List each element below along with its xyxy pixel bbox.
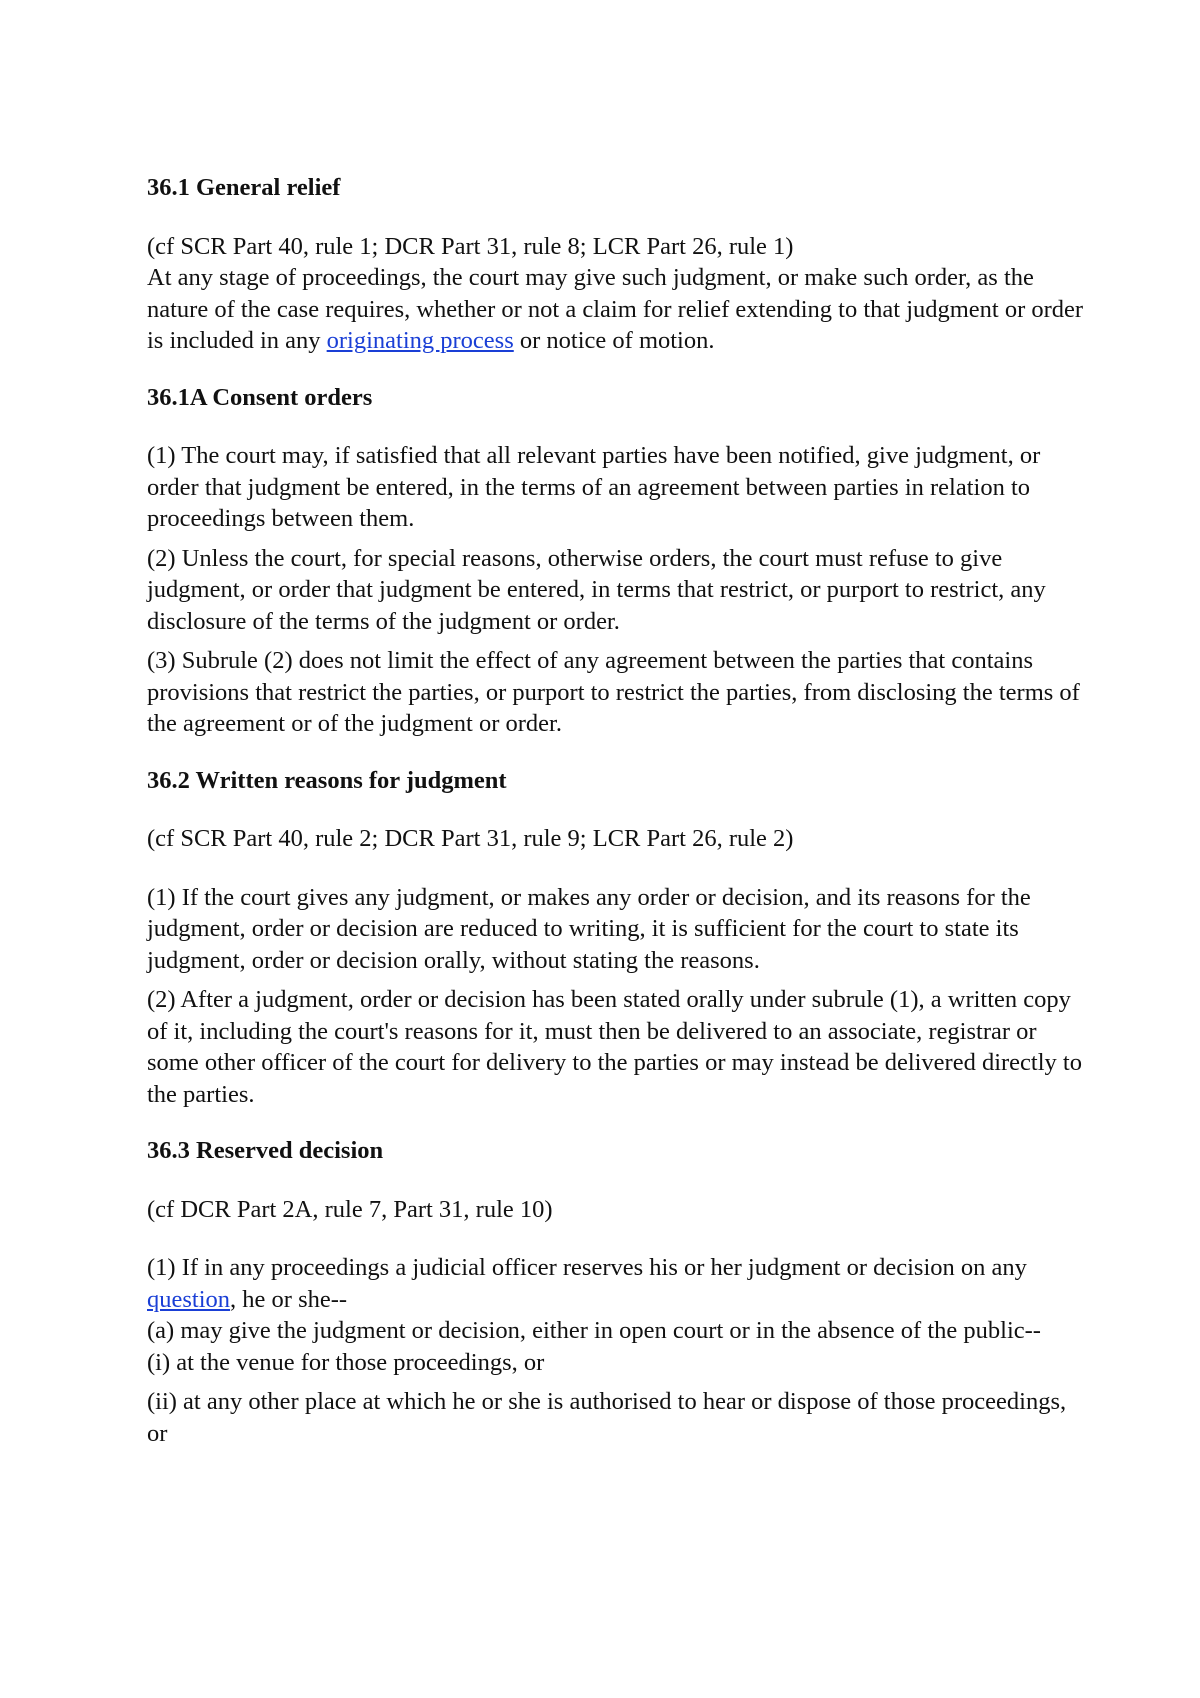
- cf-reference: (cf SCR Part 40, rule 1; DCR Part 31, rule 8; LCR Part 26, rule 1): [147, 232, 794, 260]
- subrule-1-start: (1) If in any proceedings a judicial officer reserves his or her judgment or decision on any: [147, 1254, 1027, 1281]
- section-36-1: [147, 172, 1087, 357]
- subrule-1: [147, 1252, 1087, 1315]
- document-page: [147, 172, 1087, 1449]
- rule-text-start: At any stage of proceedings, the court may give such judgment, or make such order, as the nature of the case requires, whether or not a claim for relief extending to that judgment or order is included in any: [147, 264, 1084, 354]
- rule-text: [147, 262, 1087, 357]
- subrule-1: (1) If the court gives any judgment, or makes any order or decision, and its reasons for the judgment, order or decision are reduced to writing, it is sufficient for the court to state its judgment, order or decision orally, without stating the reasons.: [147, 883, 1031, 974]
- subrule-2: (2) After a judgment, order or decision has been stated orally under subrule (1), a written copy of it, including the court's reasons for it, must then be delivered to an associate, registrar or some other officer of the court for delivery to the parties or may instead be delivered directly to the parties.: [147, 986, 1082, 1108]
- cf-reference: (cf SCR Part 40, rule 2; DCR Part 31, rule 9; LCR Part 26, rule 2): [147, 825, 794, 852]
- subrule-1-end: , he or she--: [230, 1285, 348, 1313]
- paragraph-a: (a) may give the judgment or decision, either in open court or in the absence of the public--: [147, 1317, 1041, 1344]
- section-36-3: [147, 1135, 1087, 1449]
- rule-text-end: or notice of motion.: [513, 327, 715, 354]
- section-36-2: [147, 765, 1087, 1111]
- section-heading: 36.1 General relief: [147, 174, 341, 201]
- section-36-1a: [147, 382, 1087, 740]
- subrule-1: (1) The court may, if satisfied that all relevant parties have been notified, give judgment, or order that judgment be entered, in the terms of an agreement between parties in relation to proceedings between them.: [147, 442, 1041, 532]
- section-heading: 36.1A Consent orders: [147, 383, 373, 411]
- subrule-2: (2) Unless the court, for special reasons, otherwise orders, the court must refuse to give judgment, or order that judgment be entered, in terms that restrict, or purport to restrict, any disclosure of the terms of the judgment or order.: [147, 544, 1046, 635]
- subrule-3: (3) Subrule (2) does not limit the effect of any agreement between the parties that contains provisions that restrict the parties, or purport to restrict the parties, from disclosing the terms of the agreement or of the judgment or order.: [147, 647, 1080, 737]
- subparagraph-ii: (ii) at any other place at which he or she is authorised to hear or dispose of those proceedings, or: [147, 1388, 1067, 1447]
- section-heading: 36.2 Written reasons for judgment: [147, 766, 507, 794]
- originating-process-link[interactable]: originating process: [326, 327, 514, 354]
- section-heading: 36.3 Reserved decision: [147, 1137, 384, 1164]
- question-link[interactable]: question: [147, 1285, 231, 1313]
- subparagraph-i: (i) at the venue for those proceedings, or: [147, 1348, 545, 1376]
- cf-reference: (cf DCR Part 2A, rule 7, Part 31, rule 10): [147, 1195, 553, 1223]
